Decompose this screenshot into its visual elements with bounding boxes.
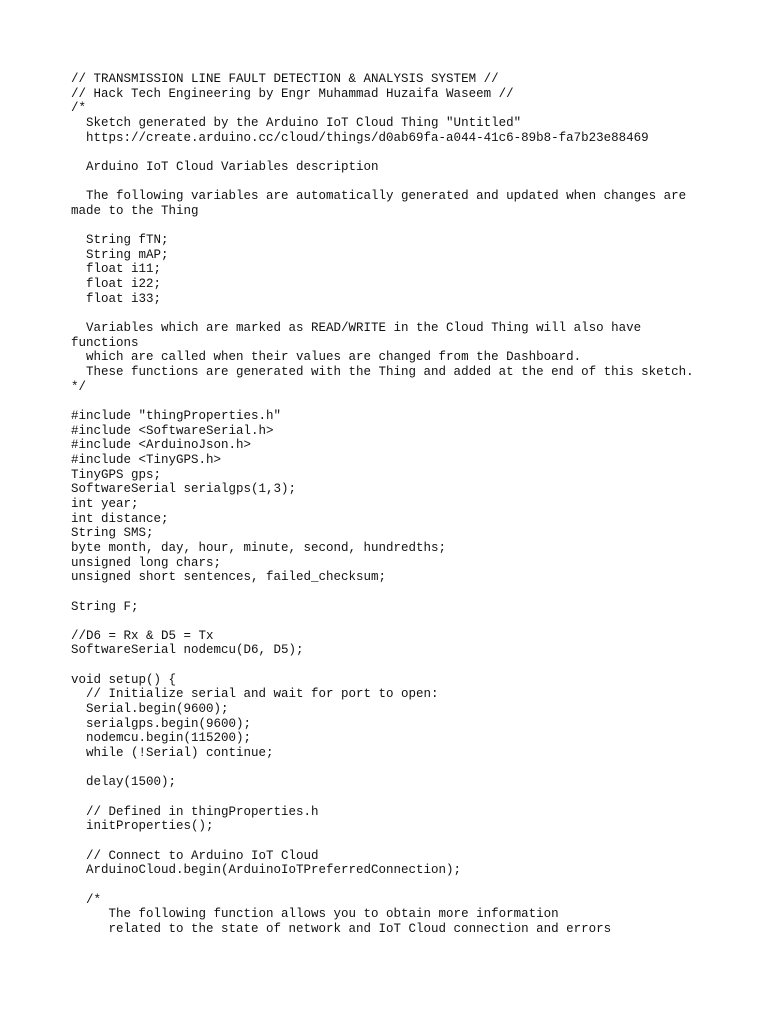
code-line (71, 761, 768, 776)
code-line: Serial.begin(9600); (71, 702, 229, 717)
code-line: // Defined in thingProperties.h (71, 804, 319, 819)
code-line: // TRANSMISSION LINE FAULT DETECTION & ANALYSIS SYSTEM // (71, 72, 499, 86)
code-line: #include "thingProperties.h" (71, 409, 282, 424)
code-line: String fTN; (71, 233, 169, 248)
code-line: // Connect to Arduino IoT Cloud (71, 848, 319, 863)
code-line: Arduino IoT Cloud Variables description (71, 159, 379, 174)
code-line: Variables which are marked as READ/WRITE in the Cloud Thing will also have (71, 321, 642, 336)
code-listing (71, 72, 768, 937)
code-line: #include <ArduinoJson.h> (71, 438, 252, 453)
code-line: while (!Serial) continue; (71, 746, 274, 761)
code-line: /* (71, 892, 102, 907)
code-line: /* (71, 101, 87, 116)
code-line: //D6 = Rx & D5 = Tx (71, 628, 214, 643)
code-line: related to the state of network and IoT Cloud connection and errors (71, 921, 612, 936)
code-line: These functions are generated with the Thing and added at the end of this sketch. (71, 365, 694, 380)
code-line: ArduinoCloud.begin(ArduinoIoTPreferredConnection); (71, 863, 462, 878)
code-line (71, 658, 768, 673)
code-line: TinyGPS gps; (71, 467, 162, 482)
code-line: byte month, day, hour, minute, second, hundredths; (71, 540, 447, 555)
code-line: initProperties(); (71, 819, 214, 834)
code-line (71, 614, 768, 629)
code-line: float i11; (71, 262, 162, 277)
code-line: delay(1500); (71, 775, 177, 790)
code-line: unsigned short sentences, failed_checksum; (71, 570, 387, 585)
code-line (71, 790, 768, 805)
code-line: String SMS; (71, 526, 154, 541)
code-line: float i33; (71, 291, 162, 306)
code-line: SoftwareSerial nodemcu(D6, D5); (71, 643, 304, 658)
code-line: String F; (71, 599, 139, 614)
code-line (71, 585, 768, 600)
code-line: which are called when their values are changed from the Dashboard. (71, 350, 582, 365)
code-line (71, 878, 768, 893)
code-line: float i22; (71, 277, 162, 292)
code-line: serialgps.begin(9600); (71, 716, 252, 731)
code-line: String mAP; (71, 247, 169, 262)
code-line: made to the Thing (71, 203, 199, 218)
code-line: // Initialize serial and wait for port to open: (71, 687, 439, 702)
code-line (71, 175, 768, 190)
code-line: // Hack Tech Engineering by Engr Muhammad Huzaifa Waseem // (71, 86, 514, 101)
code-line: unsigned long chars; (71, 555, 222, 570)
code-line: int distance; (71, 511, 169, 526)
code-line: SoftwareSerial serialgps(1,3); (71, 482, 297, 497)
code-line: functions (71, 335, 139, 350)
code-line (71, 834, 768, 849)
code-line: #include <TinyGPS.h> (71, 452, 222, 467)
code-line: The following variables are automatically generated and updated when changes are (71, 189, 687, 204)
code-line: int year; (71, 496, 139, 511)
code-line (71, 145, 768, 160)
code-line (71, 306, 768, 321)
code-line: #include <SoftwareSerial.h> (71, 423, 274, 438)
code-line: The following function allows you to obtain more information (71, 907, 559, 922)
code-line (71, 219, 768, 234)
code-line: https://create.arduino.cc/cloud/things/d0ab69fa-a044-41c6-89b8-fa7b23e88469 (71, 130, 649, 145)
code-line: Sketch generated by the Arduino IoT Cloud Thing "Untitled" (71, 115, 522, 130)
code-line: */ (71, 379, 87, 394)
code-line: nodemcu.begin(115200); (71, 731, 252, 746)
code-line: void setup() { (71, 672, 177, 687)
code-line (71, 394, 768, 409)
